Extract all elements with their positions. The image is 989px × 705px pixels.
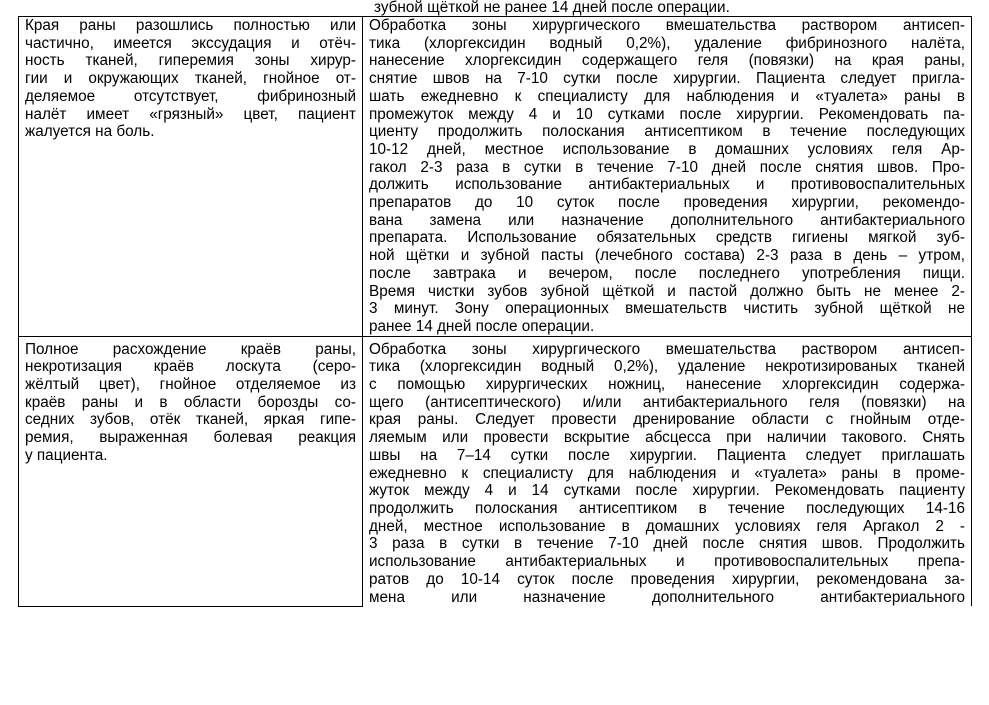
text-line: промежуток между 4 и 10 сутками после хирургии. Рекомендовать па- <box>369 105 965 123</box>
text-line: тика (хлоргексидин водный 0,2%), удаление фибринозного налёта, <box>369 34 965 52</box>
text-line: мена или назначение дополнительного антибактериального <box>369 588 965 606</box>
text-line: вана замена или назначение дополнительного антибактериального <box>369 211 965 229</box>
treatment-cell <box>363 336 972 606</box>
text-line: Обработка зоны хирургического вмешательства раствором антисеп- <box>369 17 965 34</box>
text-line: жуток между 4 и 14 сутками после хирургии. Рекомендовать пациенту <box>369 482 965 500</box>
text-line: налёт имеет «грязный» цвет, пациент <box>25 105 356 123</box>
text-line: ремия, выраженная болевая реакция <box>25 429 356 447</box>
table-row <box>19 336 972 606</box>
text-line: дней, местное использование в домашних условиях геля Аргакол 2 - <box>369 517 965 535</box>
text-line: нанесение хлоргексидин содержащего геля (повязки) на края раны, <box>369 52 965 70</box>
text-line: Края раны разошлись полностью или <box>25 17 356 34</box>
condition-cell <box>19 336 363 606</box>
text-line: продолжить полоскания антисептиком в течение последующих 14-16 <box>369 499 965 517</box>
table-row <box>19 17 972 337</box>
text-line: некротизация краёв лоскута (серо- <box>25 358 356 376</box>
treatment-cell <box>363 17 972 337</box>
text-line: ранее 14 дней после операции. <box>369 317 595 335</box>
text-line: ратов до 10-14 суток после проведения хирургии, рекомендована за- <box>369 570 965 588</box>
text-line: шать ежедневно к специалисту для наблюдения и «туалета» раны в <box>369 87 965 105</box>
text-line: 10-12 дней, местное использование в домашних условиях геля Ар- <box>369 140 965 158</box>
text-line: ежедневно к специалисту для наблюдения и «туалета» раны в проме- <box>369 464 965 482</box>
text-line: швы на 7–14 сутки после хирургии. Пациента следует приглашать <box>369 446 965 464</box>
text-line: края раны. Следует провести дренирование области с гнойным отде- <box>369 411 965 429</box>
text-line: препаратов до 10 суток после проведения хирургии, рекомендо- <box>369 194 965 212</box>
treatment-table <box>18 16 972 607</box>
text-line: тика (хлоргексидин водный 0,2%), удаление некротизированых тканей <box>369 358 965 376</box>
text-line: частично, имеется экссудация и отёч- <box>25 34 356 52</box>
previous-row-tail: зубной щёткой не ранее 14 дней после операции. <box>374 0 730 16</box>
text-line: с помощью хирургических ножниц, нанесение хлоргексидин содержа- <box>369 376 965 394</box>
text-line: должить использование антибактериальных и противовоспалительных <box>369 176 965 194</box>
text-line: щего (антисептического) и/или антибактериального геля (повязки) на <box>369 393 965 411</box>
text-line: краёв раны и в области борозды со- <box>25 393 356 411</box>
text-line: Полное расхождение краёв раны, <box>25 340 356 358</box>
text-line: у пациента. <box>25 446 108 464</box>
text-line: ной щётки и зубной пасты (лечебного состава) 2-3 раза в день – утром, <box>369 247 965 265</box>
text-line: седних зубов, отёк тканей, яркая гипе- <box>25 411 356 429</box>
text-line: деляемое отсутствует, фибринозный <box>25 87 356 105</box>
text-line: ность тканей, гиперемия зоны хирур- <box>25 52 356 70</box>
text-line: гии и окружающих тканей, гнойное от- <box>25 70 356 88</box>
text-line: 3 раза в сутки в течение 7-10 дней после снятия швов. Продолжить <box>369 535 965 553</box>
text-line: 3 минут. Зону операционных вмешательств чистить зубной щёткой не <box>369 300 965 318</box>
text-line: гакол 2-3 раза в сутки в течение 7-10 дней после снятия швов. Про- <box>369 158 965 176</box>
text-line: препарата. Использование обязательных средств гигиены мягкой зуб- <box>369 229 965 247</box>
text-line: Обработка зоны хирургического вмешательства раствором антисеп- <box>369 340 965 358</box>
text-line: Время чистки зубов зубной щёткой и пастой должно быть не менее 2- <box>369 282 965 300</box>
text-line: жёлтый цвет), гнойное отделяемое из <box>25 376 356 394</box>
text-line: циенту продолжить полоскания антисептиком в течение последующих <box>369 123 965 141</box>
text-line: использование антибактериальных и противовоспалительных препа- <box>369 553 965 571</box>
text-line: снятие швов на 7-10 сутки после хирургии. Пациента следует пригла- <box>369 70 965 88</box>
condition-cell <box>19 17 363 337</box>
text-line: после завтрака и вечером, после последнего употребления пищи. <box>369 264 965 282</box>
text-line: жалуется на боль. <box>25 123 155 141</box>
text-line: ляемым или провести вскрытие абсцесса при наличии такового. Снять <box>369 429 965 447</box>
